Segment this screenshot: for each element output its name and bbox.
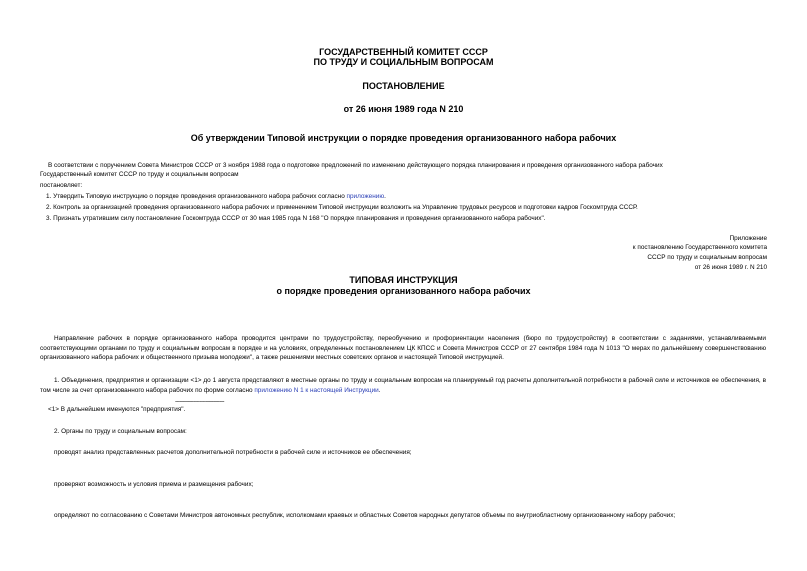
item-2: 2. Контроль за организацией проведения организованного набора рабочих и применением Типовой инструкции возложить на Управление трудовых ресурсов и подготовки кадров Госкомтруда СССР.: [46, 204, 638, 211]
document-title: Об утверждении Типовой инструкции о порядке проведения организованного набора рабочих: [190, 133, 617, 143]
appendix-note-line-3: СССР по труду и социальным вопросам: [647, 254, 767, 261]
paragraph-2-subitem-1: проводят анализ представленных расчетов дополнительной потребности в рабочей силе и источников ее обеспечения;: [54, 449, 412, 456]
item-1-text: 1. Утвердить Типовую инструкцию о порядке проведения организованного набора рабочих согласно: [46, 193, 347, 200]
instruction-paragraph-1: [40, 376, 766, 395]
instruction-title: ТИПОВАЯ ИНСТРУКЦИЯ: [349, 275, 458, 285]
instruction-subtitle: о порядке проведения организованного набора рабочих: [276, 286, 531, 296]
preamble-line-3: постановляет:: [40, 182, 83, 189]
appendix-1-link[interactable]: приложению N 1 к настоящей Инструкции: [254, 386, 379, 394]
item-1-end: .: [384, 193, 386, 200]
footnote: <1> В дальнейшем именуются "предприятия".: [48, 406, 186, 413]
committee-line-1: ГОСУДАРСТВЕННЫЙ КОМИТЕТ СССР: [319, 47, 488, 57]
preamble-line-1: В соответствии с поручением Совета Министров СССР от 3 ноября 1988 года о подготовке предложений по изменению действующего порядка планирования и проведения организованного набора рабочих: [48, 162, 663, 169]
appendix-note-line-2: к постановлению Государственного комитета: [632, 244, 767, 251]
footnote-divider: --------------------------------: [175, 398, 224, 405]
document-type: ПОСТАНОВЛЕНИЕ: [362, 81, 445, 91]
appendix-note-line-1: Приложение: [729, 235, 767, 242]
item-3: 3. Признать утратившим силу постановление Госкомтруда СССР от 30 мая 1985 года N 168 "О порядке планирования и проведения организованного набора рабочих".: [46, 215, 546, 222]
paragraph-1-end: .: [378, 386, 381, 394]
paragraph-2-subitem-2: проверяют возможность и условия приема и размещения рабочих;: [54, 481, 254, 488]
preamble-line-2: Государственный комитет СССР по труду и социальным вопросам: [40, 171, 239, 178]
paragraph-2-subitem-3: определяют по согласованию с Советами Министров автономных республик, исполкомами краевых и областных Советов народных депутатов объемы по внутриобластному организованному набору рабочих;: [54, 512, 676, 519]
document-date: от 26 июня 1989 года N 210: [343, 104, 464, 114]
item-1: [46, 193, 386, 201]
appendix-link[interactable]: приложению: [346, 193, 385, 200]
appendix-note-line-4: от 26 июня 1989 г. N 210: [694, 264, 767, 271]
paragraph-1-text: 1. Объединения, предприятия и организации <1> до 1 августа представляют в местные органы по труду и социальным вопросам на планируемый год расчеты дополнительной потребности в рабочей силе и источников ее обеспечения, в том числе за счет организованного набора рабочих по форме согласно: [40, 377, 766, 394]
instruction-intro-paragraph: Направление рабочих в порядке организованного набора проводится центрами по трудоустройству, переобучению и профориентации населения (бюро по трудоустройству) в соответствии с заданиями, устанавливаемыми соответствующими органами по труду и социальным вопросам в порядке и на условиях, определенных постановлением ЦК КПСС и Совета Министров СССР от 27 сентября 1984 года N 1013 "О мерах по дальнейшему совершенствованию организованного набора рабочих и общественного призыва молодежи", а также решениями местных советских органов и настоящей Типовой инструкцией.: [40, 335, 766, 361]
instruction-paragraph-2: 2. Органы по труду и социальным вопросам:: [54, 428, 187, 435]
committee-line-2: ПО ТРУДУ И СОЦИАЛЬНЫМ ВОПРОСАМ: [313, 57, 494, 67]
